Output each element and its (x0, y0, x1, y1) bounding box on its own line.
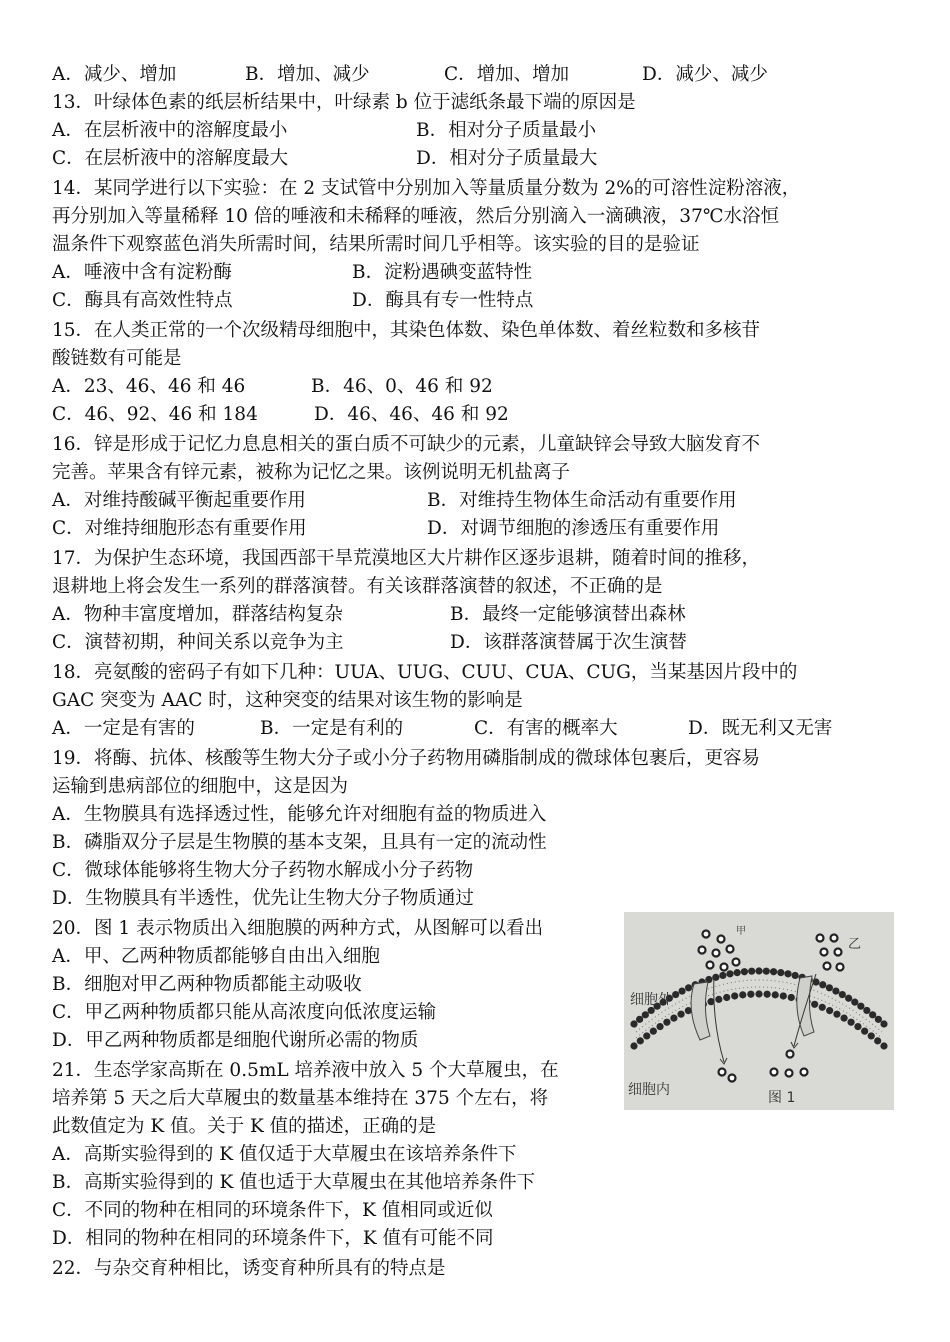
label-yi: 乙 (848, 937, 862, 952)
phospholipid-head (630, 1020, 637, 1027)
q16-stem-line2: 完善。苹果含有锌元素，被称为记忆之果。该例说明无机盐离子 (52, 462, 571, 483)
phospholipid-head (811, 1001, 818, 1008)
q21-stem-line2: 培养第 5 天之后大草履虫的数量基本维持在 375 个左右，将 (52, 1088, 549, 1109)
phospholipid-head (741, 968, 748, 975)
q18-option-c: C．有害的概率大 (474, 718, 618, 739)
q17-option-c: C．演替初期，种间关系以竞争为主 (52, 632, 344, 653)
q18-option-a: A．一定是有害的 (52, 718, 195, 739)
q17-stem-line2: 退耕地上将会发生一系列的群落演替。有关该群落演替的叙述，不正确的是 (52, 576, 663, 597)
phospholipid-head (880, 1042, 887, 1049)
phospholipid-head (861, 1028, 868, 1035)
phospholipid-head (748, 968, 755, 975)
q14-stem-line2: 再分别加入等量稀释 10 倍的唾液和未稀释的唾液，然后分别滴入一滴碘液，37℃水浴恒 (52, 206, 780, 227)
q20-option-c: C．甲乙两种物质都只能从高浓度向低浓度运输 (52, 1002, 437, 1023)
phospholipid-head (755, 990, 762, 997)
phospholipid-head (734, 969, 741, 976)
phospholipid-head (784, 970, 791, 977)
substance-yi-outside (817, 935, 844, 971)
phospholipid-head (656, 1023, 663, 1030)
carrier-protein-left (691, 982, 710, 1040)
q19-stem-line1: 19．将酶、抗体、核酸等生物大分子或小分子药物用磷脂制成的微球体包裹后，更容易 (52, 748, 761, 769)
figure-caption: 图 1 (768, 1090, 796, 1106)
phospholipid-head (636, 1016, 643, 1023)
q14-stem-line1: 14．某同学进行以下实验：在 2 支试管中分别加入等量质量分数为 2%的可溶性淀粉溶液， (52, 178, 801, 199)
q18-option-d: D．既无利又无害 (688, 718, 833, 739)
label-jia: 甲 (736, 926, 746, 937)
phospholipid-head (869, 1011, 876, 1018)
q15-option-b: B．46、0、46 和 92 (311, 376, 493, 397)
phospholipid-head (845, 995, 852, 1002)
phospholipid-head (840, 1014, 847, 1021)
q21-option-b: B．高斯实验得到的 K 值也适于大草履虫在其他培养条件下 (52, 1172, 536, 1193)
q14-option-c: C．酶具有高效性特点 (52, 290, 233, 311)
q12-option-d: D．减少、减少 (642, 64, 768, 85)
q21-stem-line1: 21．生态学家高斯在 0.5mL 培养液中放入 5 个大草履虫，在 (52, 1060, 559, 1081)
q15-option-d: D．46、46、46 和 92 (314, 404, 509, 425)
q16-option-c: C．对维持细胞形态有重要作用 (52, 518, 307, 539)
q14-option-b: B．淀粉遇碘变蓝特性 (352, 262, 533, 283)
q20-stem: 20．图 1 表示物质出入细胞膜的两种方式，从图解可以看出 (52, 918, 544, 939)
phospholipid-head (851, 999, 858, 1006)
label-cell-inside: 细胞内 (628, 1082, 670, 1098)
q21-option-a: A．高斯实验得到的 K 值仅适于大草履虫在该培养条件下 (52, 1144, 517, 1165)
q13-option-b: B．相对分子质量最小 (416, 120, 597, 141)
q13-option-c: C．在层析液中的溶解度最大 (52, 148, 289, 169)
q17-option-a: A．物种丰富度增加，群落结构复杂 (52, 604, 343, 625)
phospholipid-head (678, 987, 685, 994)
phospholipid-head (772, 991, 779, 998)
phospholipid-head (863, 1007, 870, 1014)
q19-option-b: B．磷脂双分子层是生物膜的基本支架，且具有一定的流动性 (52, 832, 547, 853)
phospholipid-head (685, 984, 692, 991)
q17-option-d: D．该群落演替属于次生演替 (450, 632, 687, 653)
phospholipid-head (880, 1020, 887, 1027)
phospholipid-head (763, 968, 770, 975)
phospholipid-head (833, 1011, 840, 1018)
phospholipid-head (826, 1007, 833, 1014)
phospholipid-head (868, 1032, 875, 1039)
q15-option-c: C．46、92、46 和 184 (52, 404, 258, 425)
q14-stem-line3: 温条件下观察蓝色消失所需时间，结果所需时间几乎相等。该实验的目的是验证 (52, 234, 700, 255)
phospholipid-head (857, 1003, 864, 1010)
q19-option-a: A．生物膜具有选择透过性，能够允许对细胞有益的物质进入 (52, 804, 547, 825)
phospholipid-head (819, 981, 826, 988)
phospholipid-head (854, 1023, 861, 1030)
substance-jia-outside (699, 931, 740, 971)
phospholipid-head (642, 1011, 649, 1018)
q17-stem-line1: 17．为保护生态环境，我国西部干旱荒漠地区大片耕作区逐步退耕，随着时间的推移， (52, 548, 761, 569)
phospholipid-head (770, 968, 777, 975)
q15-option-a: A．23、46、46 和 46 (52, 376, 246, 397)
phospholipid-head (819, 1004, 826, 1011)
phospholipid-head (731, 992, 738, 999)
q19-option-d: D．生物膜具有半透性，优先让生物大分子物质通过 (52, 888, 474, 909)
q21-option-d: D．相同的物种在相同的环境条件下，K 值有可能不同 (52, 1228, 494, 1249)
q21-stem-line3: 此数值定为 K 值。关于 K 值的描述，正确的是 (52, 1116, 437, 1137)
q12-option-b: B．增加、减少 (245, 64, 370, 85)
phospholipid-head (747, 991, 754, 998)
phospholipid-head (788, 994, 795, 1001)
substance-yi-inside (771, 1051, 808, 1077)
phospholipid-head (755, 967, 762, 974)
q13-stem: 13．叶绿体色素的纸层析结果中，叶绿素 b 位于滤纸条最下端的原因是 (52, 92, 636, 113)
phospholipid-head (643, 1032, 650, 1039)
phospholipid-head (663, 1019, 670, 1026)
phospholipid-head (764, 991, 771, 998)
phospholipid-head (847, 1019, 854, 1026)
phospholipid-head (875, 1016, 882, 1023)
q13-option-d: D．相对分子质量最大 (416, 148, 598, 169)
phospholipid-head (637, 1037, 644, 1044)
phospholipid-head (670, 1014, 677, 1021)
phospholipid-head (777, 969, 784, 976)
phospholipid-head (874, 1037, 881, 1044)
phospholipid-head (839, 991, 846, 998)
phospholipid-head (826, 984, 833, 991)
q18-stem-line1: 18．亮氨酸的密码子有如下几种：UUA、UUG、CUU、CUA、CUG，当某基因片段中的 (52, 662, 798, 683)
q20-option-a: A．甲、乙两种物质都能够自由出入细胞 (52, 946, 380, 967)
q12-option-a: A．减少、增加 (52, 64, 177, 85)
q16-option-d: D．对调节细胞的渗透压有重要作用 (427, 518, 720, 539)
phospholipid-head (792, 972, 799, 979)
phospholipid-head (726, 970, 733, 977)
q16-stem-line1: 16．锌是形成于记忆力息息相关的蛋白质不可缺少的元素，儿童缺锌会导致大脑发育不 (52, 434, 761, 455)
phospholipid-head (677, 1011, 684, 1018)
label-cell-outside: 细胞外 (630, 992, 672, 1008)
q13-option-a: A．在层析液中的溶解度最小 (52, 120, 288, 141)
phospholipid-head (832, 987, 839, 994)
q21-option-c: C．不同的物种在相同的环境条件下，K 值相同或近似 (52, 1200, 493, 1221)
q20-option-b: B．细胞对甲乙两种物质都能主动吸收 (52, 974, 362, 995)
q14-option-d: D．酶具有专一性特点 (352, 290, 534, 311)
figure-1-membrane-diagram (624, 912, 894, 1110)
q15-stem-line2: 酸链数有可能是 (52, 348, 182, 369)
q17-option-b: B．最终一定能够演替出森林 (450, 604, 686, 625)
q14-option-a: A．唾液中含有淀粉酶 (52, 262, 232, 283)
phospholipid-head (723, 994, 730, 1001)
q16-option-b: B．对维持生物体生命活动有重要作用 (427, 490, 737, 511)
q15-stem-line1: 15．在人类正常的一个次级精母细胞中，其染色体数、染色单体数、着丝粒数和多核苷 (52, 320, 761, 341)
q16-option-a: A．对维持酸碱平衡起重要作用 (52, 490, 306, 511)
phospholipid-head (630, 1042, 637, 1049)
q18-option-b: B．一定是有利的 (260, 718, 404, 739)
phospholipid-head (715, 996, 722, 1003)
q19-stem-line2: 运输到患病部位的细胞中，这是因为 (52, 776, 349, 797)
q12-option-c: C．增加、增加 (444, 64, 570, 85)
q20-option-d: D．甲乙两种物质都是细胞代谢所必需的物质 (52, 1030, 419, 1051)
q18-stem-line2: GAC 突变为 AAC 时，这种突变的结果对该生物的影响是 (52, 690, 523, 711)
phospholipid-head (672, 991, 679, 998)
q22-stem: 22．与杂交育种相比，诱变育种所具有的特点是 (52, 1258, 446, 1279)
phospholipid-head (712, 974, 719, 981)
phospholipid-head (650, 1028, 657, 1035)
phospholipid-head (780, 992, 787, 999)
substance-jia-inside (719, 1069, 736, 1082)
phospholipid-head (719, 972, 726, 979)
q19-option-c: C．微球体能够将生物大分子药物水解成小分子药物 (52, 860, 474, 881)
phospholipid-head (739, 991, 746, 998)
